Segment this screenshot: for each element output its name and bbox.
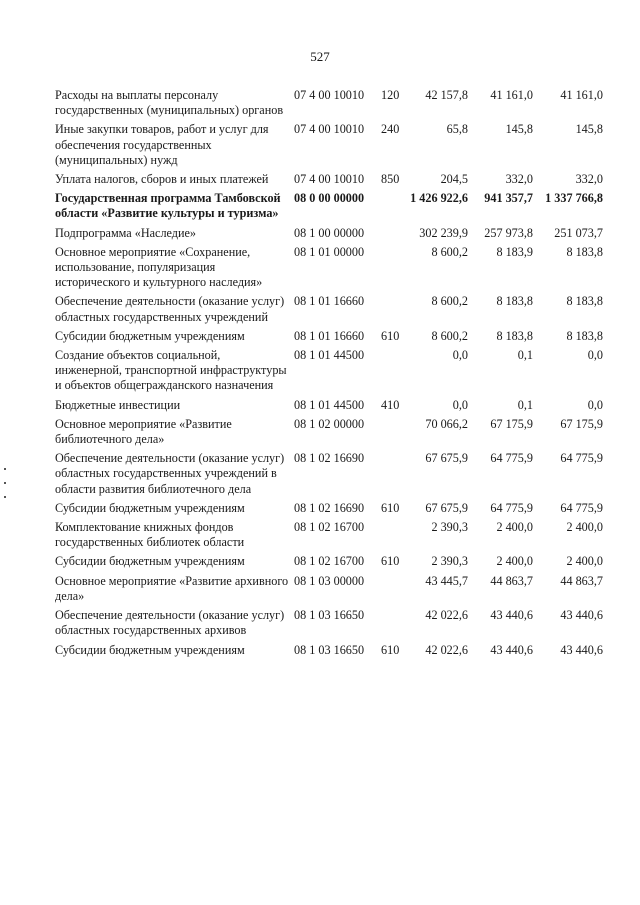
row-expense-type: 610 — [381, 642, 400, 657]
row-expense-type: 410 — [381, 397, 400, 412]
row-value-2: 67 175,9 — [490, 416, 533, 431]
row-value-3: 67 175,9 — [560, 416, 603, 431]
row-value-1: 8 600,2 — [431, 328, 468, 343]
row-name: Субсидии бюджетным учреждениям — [55, 554, 245, 569]
row-value-1: 0,0 — [452, 397, 468, 412]
row-value-3: 8 183,8 — [566, 328, 603, 343]
page-number: 527 — [310, 49, 330, 64]
row-value-2: 0,1 — [517, 397, 533, 412]
row-name: Создание объектов социальной, инженерной, транспортной инфраструктуры и объектов общегражданского назначения — [55, 348, 287, 393]
row-expense-type: 240 — [381, 122, 400, 137]
row-expense-type: 850 — [381, 172, 400, 187]
row-value-3: 44 863,7 — [560, 573, 603, 588]
row-value-3: 0,0 — [587, 397, 603, 412]
row-code: 07 4 00 10010 — [294, 88, 365, 102]
row-value-2: 64 775,9 — [490, 451, 533, 466]
row-code: 08 1 03 16650 — [294, 608, 365, 623]
row-value-3: 41 161,0 — [560, 88, 603, 102]
row-value-3: 1 337 766,8 — [545, 191, 603, 206]
row-value-3: 251 073,7 — [554, 225, 603, 240]
row-code: 08 0 00 00000 — [294, 191, 365, 206]
row-value-2: 8 183,8 — [496, 328, 533, 343]
row-expense-type: 610 — [381, 500, 400, 515]
row-value-3: 332,0 — [575, 172, 603, 187]
row-name: Комплектование книжных фондов государственных библиотек области — [55, 520, 245, 550]
row-value-2: 8 183,9 — [496, 244, 533, 259]
row-value-2: 941 357,7 — [484, 191, 533, 206]
row-name: Расходы на выплаты персоналу государственных (муниципальных) органов — [55, 88, 284, 118]
table-row — [55, 554, 615, 569]
row-value-2: 43 440,6 — [490, 642, 533, 657]
row-value-1: 302 239,9 — [419, 225, 468, 240]
row-value-1: 2 390,3 — [431, 554, 468, 569]
row-name: Основное мероприятие «Развитие библиотечного дела» — [55, 416, 232, 447]
table-row — [55, 245, 615, 291]
table-row — [55, 451, 615, 497]
table-row — [55, 501, 615, 516]
row-code: 08 1 01 44500 — [294, 348, 365, 363]
table-row — [55, 191, 615, 221]
row-name: Уплата налогов, сборов и иных платежей — [55, 172, 269, 187]
row-name: Субсидии бюджетным учреждениям — [55, 642, 245, 657]
row-value-1: 70 066,2 — [425, 416, 468, 431]
row-name: Бюджетные инвестиции — [55, 397, 181, 412]
row-name: Обеспечение деятельности (оказание услуг) областных государственных учреждений в области развития библиотечного дела — [55, 451, 285, 496]
row-code: 08 1 02 16690 — [294, 451, 365, 466]
row-code: 08 1 02 00000 — [294, 416, 365, 431]
row-value-1: 67 675,9 — [425, 500, 468, 515]
row-value-2: 2 400,0 — [496, 554, 533, 569]
row-value-1: 8 600,2 — [431, 244, 468, 259]
row-value-1: 42 022,6 — [425, 608, 468, 623]
row-code: 08 1 01 16660 — [294, 294, 365, 309]
scan-mark — [4, 496, 6, 498]
row-name: Иные закупки товаров, работ и услуг для обеспечения государственных (муниципальных) нужд — [55, 122, 269, 167]
row-code: 07 4 00 10010 — [294, 172, 365, 187]
row-code: 08 1 02 16700 — [294, 520, 365, 535]
table-row — [55, 643, 615, 658]
row-name: Основное мероприятие «Сохранение, использование, популяризация исторического и культурного наследия» — [55, 244, 263, 290]
row-value-1: 67 675,9 — [425, 451, 468, 466]
row-value-3: 64 775,9 — [560, 451, 603, 466]
row-value-3: 2 400,0 — [566, 520, 603, 535]
row-value-2: 0,1 — [517, 348, 533, 363]
row-name: Основное мероприятие «Развитие архивного дела» — [55, 573, 289, 603]
table-row — [55, 294, 615, 324]
row-name: Обеспечение деятельности (оказание услуг) областных государственных учреждений — [55, 294, 285, 324]
row-value-2: 41 161,0 — [490, 88, 533, 102]
table-row — [55, 398, 615, 413]
row-value-1: 204,5 — [440, 172, 468, 187]
table-row — [55, 608, 615, 638]
row-value-3: 43 440,6 — [560, 608, 603, 623]
row-value-1: 1 426 922,6 — [410, 191, 468, 206]
budget-table — [55, 88, 615, 662]
row-expense-type: 120 — [381, 88, 400, 102]
row-name: Субсидии бюджетным учреждениям — [55, 500, 245, 515]
row-expense-type: 610 — [381, 554, 400, 569]
row-value-2: 332,0 — [505, 172, 533, 187]
row-name: Субсидии бюджетным учреждениям — [55, 328, 245, 343]
table-row — [55, 348, 615, 394]
row-code: 08 1 03 00000 — [294, 573, 365, 588]
row-value-1: 43 445,7 — [425, 573, 468, 588]
table-row — [55, 88, 615, 118]
row-value-3: 43 440,6 — [560, 642, 603, 657]
row-code: 08 1 01 44500 — [294, 397, 365, 412]
table-row — [55, 520, 615, 550]
row-value-3: 2 400,0 — [566, 554, 603, 569]
table-row — [55, 122, 615, 168]
row-code: 07 4 00 10010 — [294, 122, 365, 137]
row-value-2: 64 775,9 — [490, 500, 533, 515]
row-value-3: 0,0 — [587, 348, 603, 363]
row-value-2: 44 863,7 — [490, 573, 533, 588]
row-value-2: 2 400,0 — [496, 520, 533, 535]
row-value-2: 8 183,8 — [496, 294, 533, 309]
row-code: 08 1 02 16700 — [294, 554, 365, 569]
scan-mark — [4, 482, 6, 484]
row-name: Государственная программа Тамбовской области «Развитие культуры и туризма» — [55, 191, 281, 221]
table-row — [55, 172, 615, 187]
row-value-3: 8 183,8 — [566, 244, 603, 259]
row-value-1: 8 600,2 — [431, 294, 468, 309]
row-name: Обеспечение деятельности (оказание услуг) областных государственных архивов — [55, 608, 285, 638]
row-value-1: 2 390,3 — [431, 520, 468, 535]
row-value-3: 145,8 — [575, 122, 603, 137]
row-code: 08 1 03 16650 — [294, 642, 365, 657]
row-value-1: 42 157,8 — [425, 88, 468, 102]
row-code: 08 1 02 16690 — [294, 500, 365, 515]
table-row — [55, 226, 615, 241]
row-code: 08 1 01 16660 — [294, 328, 365, 343]
row-value-2: 145,8 — [505, 122, 533, 137]
row-code: 08 1 01 00000 — [294, 244, 365, 259]
table-row — [55, 417, 615, 447]
row-name: Подпрограмма «Наследие» — [55, 225, 197, 240]
row-code: 08 1 00 00000 — [294, 225, 365, 240]
row-value-2: 257 973,8 — [484, 225, 533, 240]
row-value-1: 0,0 — [452, 348, 468, 363]
row-value-2: 43 440,6 — [490, 608, 533, 623]
row-value-3: 64 775,9 — [560, 500, 603, 515]
row-value-3: 8 183,8 — [566, 294, 603, 309]
row-value-1: 42 022,6 — [425, 642, 468, 657]
scan-mark — [4, 468, 6, 470]
table-row — [55, 329, 615, 344]
row-value-1: 65,8 — [446, 122, 468, 137]
row-expense-type: 610 — [381, 328, 400, 343]
table-row — [55, 574, 615, 604]
